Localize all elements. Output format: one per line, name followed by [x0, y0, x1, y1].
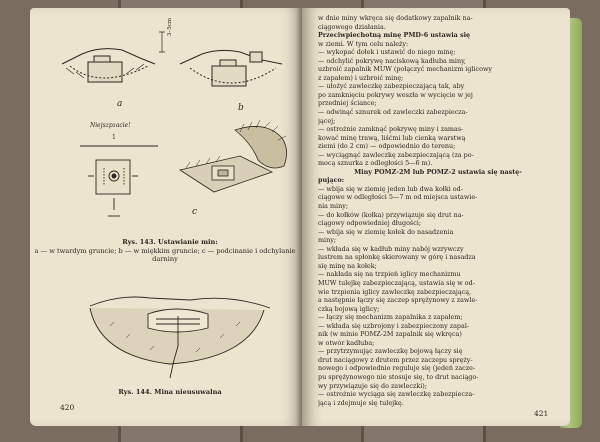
- text-line: — wkłada się uzbrojony i zabezpieczony zapal-: [318, 321, 470, 330]
- text-line: w otwór kadłuba;: [318, 338, 375, 347]
- figure-143-annotation: Niejszpzacie!: [90, 122, 131, 129]
- text-line: — odchylić pokrywę naciskową kadłuba miny,: [318, 56, 466, 65]
- text-line: kować minę trawą, liśćmi lub cienką warstwą: [318, 133, 466, 142]
- figure-143-scale-label: 3–5cm: [167, 17, 173, 36]
- text-line: ciągowy odpowiedniej długości;: [318, 219, 421, 228]
- text-line: z zapałem) i uzbroić minę;: [318, 73, 404, 82]
- text-line: w ziemi. W tym celu należy:: [318, 39, 409, 48]
- text-line: uzbroić zapalnik MUW (połączyć mechanizm iglicowy: [318, 65, 493, 74]
- text-line: Miny POMZ-2M lub POMZ-2 ustawia się nastę-: [354, 167, 522, 176]
- right-page: [302, 8, 570, 426]
- figure-143a-section: [62, 49, 155, 82]
- text-line: nia miny;: [318, 202, 348, 211]
- text-line: a następnie łączy się zaczep sprężynowy z zawle-: [318, 296, 478, 305]
- left-page: [30, 8, 302, 426]
- text-line: pu sprężynowego nie stosuje się, to drut naciągo-: [318, 372, 479, 381]
- text-line: się minę na kołek;: [318, 261, 377, 270]
- figure-143c-sod-drawing: [180, 120, 287, 192]
- text-line: — ostrożnie zamknąć pokrywę miny i zamas-: [318, 125, 464, 134]
- figure-143-label-a: a: [117, 99, 123, 109]
- text-line: ciągowe w odległości 5—7 m od miejsca ustawie-: [318, 193, 478, 202]
- right-page-text: [318, 14, 558, 407]
- text-line: — do kołków (kołka) przywiązuje się drut na-: [318, 210, 464, 219]
- text-line: — wykopać dołek i ustawić do niego minę;: [318, 48, 456, 57]
- text-line: jącej;: [318, 116, 336, 125]
- text-line: w dnie miny wkręca się dodatkowy zapalnik na-: [318, 14, 473, 22]
- text-line: po zamknięciu pokrywy weszła w wycięcie w jej: [318, 90, 473, 99]
- text-line: przedniej ściance;: [318, 99, 377, 108]
- figure-143-label-b: b: [238, 103, 244, 113]
- text-line: lustrem na spłonkę skierowany w górę i nasadza: [318, 253, 476, 262]
- text-line: jącą i zdejmuje się tulejkę.: [318, 398, 404, 407]
- page-number-left: 420: [60, 403, 75, 412]
- text-line: — odwinąć sznurek od zawleczki zabezpiecza-: [318, 108, 468, 117]
- text-line: — przytrzymując zawleczkę bojową łączy się: [318, 347, 463, 356]
- text-line: — łączy się mechanizm zapalnika z zapałem;: [318, 313, 463, 322]
- figure-144-caption: Rys. 144. Mina nieusuwalna: [118, 388, 222, 396]
- text-line: ciągowego działania.: [318, 22, 386, 31]
- text-line: — nakłada się na trzpień iglicy mechanizmu: [318, 270, 461, 279]
- figure-143-scale-mark: [159, 32, 165, 52]
- page-number-right: 421: [534, 409, 549, 418]
- text-line: miny;: [318, 236, 336, 245]
- text-line: — ułożyć zawleczkę zabezpieczającą tak, aby: [318, 82, 465, 91]
- text-line: nowego i odpowiednio reguluje się (jedeń zacze-: [318, 364, 476, 373]
- text-line: pująco:: [318, 176, 345, 185]
- figure-143c: [30, 120, 302, 228]
- text-line: — ostrożnie wyciąga się zawleczkę zabezpiecza-: [318, 390, 475, 399]
- figure-143-caption-title: Rys. 143. Ustawianie min:: [122, 238, 218, 246]
- text-line: — wbija się w ziemię jeden lub dwa kołki od-: [318, 184, 463, 193]
- text-line: wy przywiązuje się do zawleczki);: [318, 381, 427, 390]
- text-line: mocą sznurka z odległości 5—6 m).: [318, 159, 433, 168]
- text-line: Przeciwpiechotną minę PMD-6 ustawia się: [318, 31, 471, 40]
- text-line: MUW tulejkę zabezpieczającą, ustawia się w od-: [318, 278, 475, 287]
- text-line: nik (w minie POMZ-2M zapalnik się wkręca): [318, 330, 462, 339]
- text-line: czką bojową iglicy;: [318, 304, 380, 313]
- text-line: wie trzpienia iglicy zawleczkę zabezpieczającą,: [318, 287, 472, 296]
- text-line: — wbija się w ziemię kołek do nasadzenia: [318, 227, 454, 236]
- figure-143-caption-text: a — w twardym gruncie; b — w miękkim gruncie; c — podcinanie i odchylanie darniny: [34, 247, 296, 264]
- text-line: — wyciągnąć zawleczkę zabezpieczającą (za po-: [318, 150, 474, 159]
- figure-143b-section: [180, 50, 282, 86]
- figure-144: [30, 286, 302, 386]
- text-line: ziemi (do 2 cm) — odpowiednio do terenu;: [318, 142, 456, 151]
- text-line: — wkłada się w kadłub miny nabój wzrywczy: [318, 244, 464, 253]
- figure-143-marker: 1: [112, 134, 116, 141]
- text-line: drut naciągowy z drutem przez zaczepu spręży-: [318, 355, 473, 364]
- figure-143-label-c: c: [192, 207, 198, 217]
